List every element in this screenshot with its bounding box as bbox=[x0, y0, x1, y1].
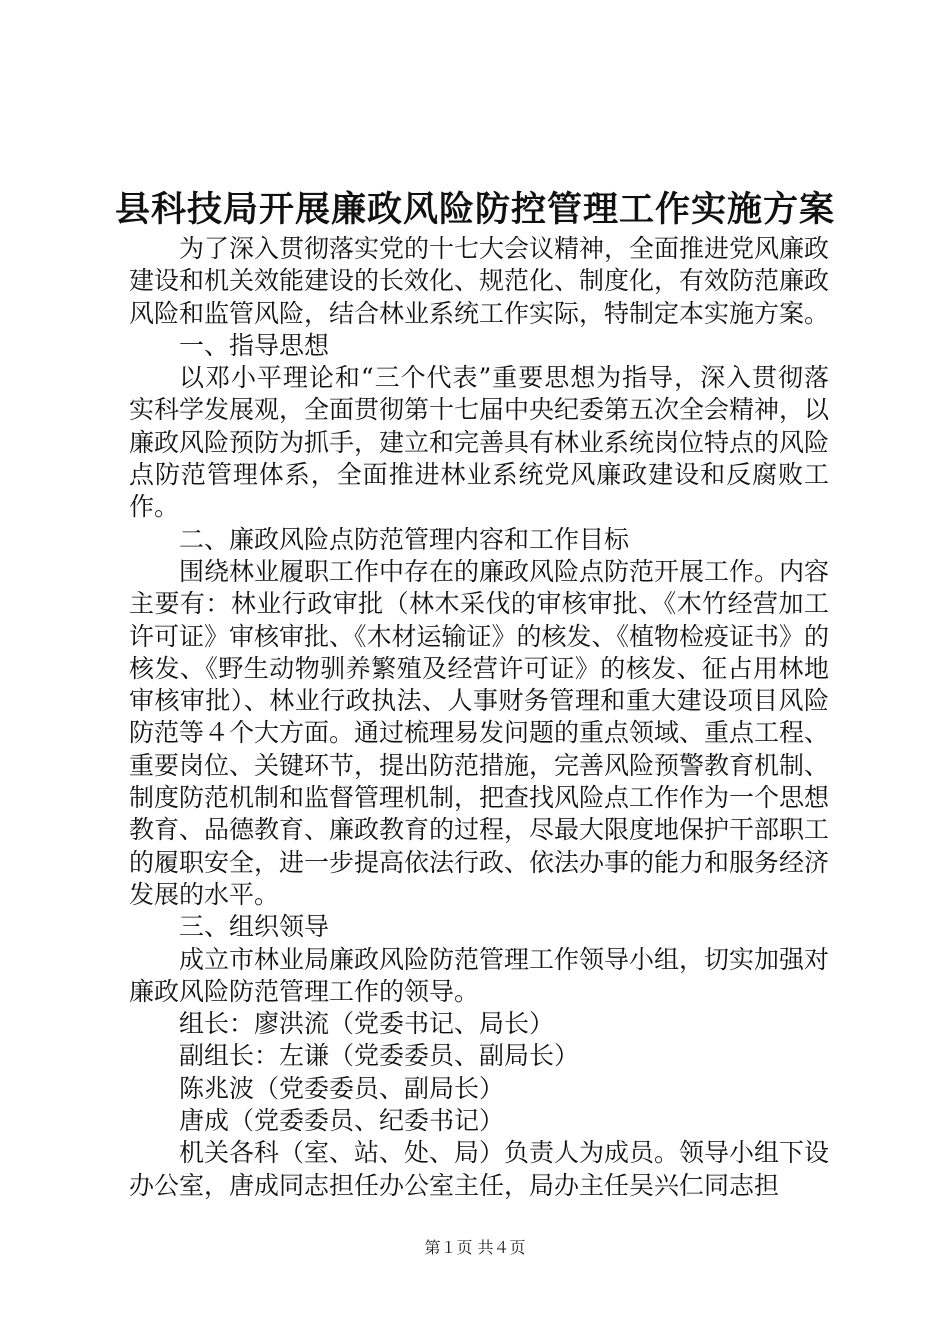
paragraph-content-goals: 围绕林业履职工作中存在的廉政风险点防范开展工作。内容主要有：林业行政审批（林木采伐的审核审批、《木竹经营加工许可证》审核审批、《木材运输证》的核发、《植物检疫证书》的核发、《野生动物驯养繁殖及经营许可证》的核发、征占用林地审核审批）、林业行政执法、人事财务管理和重大建设项目风险防范等４个大方面。通过梳理易发问题的重点领域、重点工程、重要岗位、关键环节，提出防范措施，完善风险预警教育机制、制度防范机制和监督管理机制，把查找风险点工作作为一个思想教育、品德教育、廉政教育的过程，尽最大限度地保护干部职工的履职安全，进一步提高依法行政、依法办事的能力和服务经济发展的水平。 bbox=[129, 556, 830, 909]
page-number: 第１页 共４页 bbox=[424, 1238, 526, 1257]
section-heading-organization: 三、组织领导 bbox=[179, 912, 330, 942]
leader-line: 组长：廖洪流（党委书记、局长） bbox=[179, 1009, 555, 1039]
section-heading-content-goals: 二、廉政风险点防范管理内容和工作目标 bbox=[179, 524, 630, 554]
document-title: 县科技局开展廉政风险防控管理工作实施方案 bbox=[114, 189, 835, 230]
member-line-tang: 唐成（党委委员、纪委书记） bbox=[179, 1106, 505, 1136]
paragraph-organization: 成立市林业局廉政风险防范管理工作领导小组，切实加强对廉政风险防范管理工作的领导。 bbox=[129, 944, 830, 1006]
deputy-leader-line: 副组长：左谦（党委委员、副局长） bbox=[179, 1041, 580, 1071]
paragraph-guiding-thought: 以邓小平理论和“三个代表”重要思想为指导，深入贯彻落实科学发展观，全面贯彻第十七届中央纪委第五次全会精神，以廉政风险预防为抓手，建立和完善具有林业系统岗位特点的风险点防范管理体系，全面推进林业系统党风廉政建设和反腐败工作。 bbox=[129, 363, 830, 522]
paragraph-office: 机关各科（室、站、处、局）负责人为成员。领导小组下设办公室，唐成同志担任办公室主任，局办主任吴兴仁同志担 bbox=[129, 1138, 830, 1200]
paragraph-intro: 为了深入贯彻落实党的十七大会议精神，全面推进党风廉政建设和机关效能建设的长效化、规范化、制度化，有效防范廉政风险和监管风险，结合林业系统工作实际，特制定本实施方案。 bbox=[129, 234, 830, 328]
member-line-chen: 陈兆波（党委委员、副局长） bbox=[179, 1073, 505, 1103]
document-body bbox=[129, 233, 829, 1202]
section-heading-guiding-thought: 一、指导思想 bbox=[179, 330, 330, 360]
